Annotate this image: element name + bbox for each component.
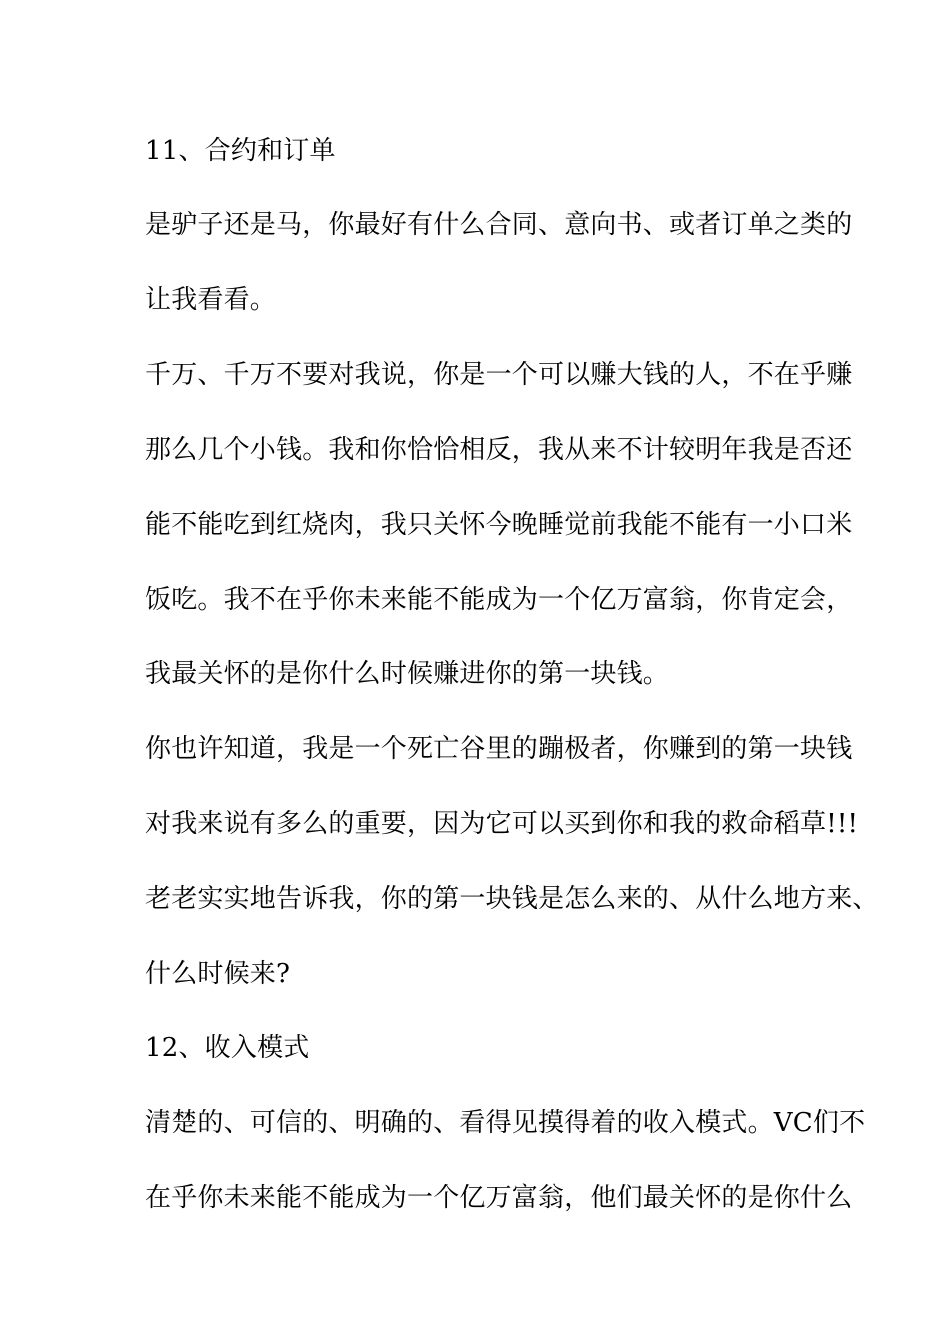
text-line: 你也许知道，我是一个死亡谷里的蹦极者，你赚到的第一块钱 <box>145 734 853 764</box>
text-line: 能不能吃到红烧肉，我只关怀今晚睡觉前我能不能有一小口米 <box>145 510 853 540</box>
section-heading: 12、收入模式 <box>145 1033 310 1063</box>
text-line: 千万、千万不要对我说，你是一个可以赚大钱的人，不在乎赚 <box>145 360 853 390</box>
text-line: 让我看看。 <box>145 285 277 315</box>
text-line: 老老实实地告诉我，你的第一块钱是怎么来的、从什么地方来、 <box>145 884 879 914</box>
text-line: 清楚的、可信的、明确的、看得见摸得着的收入模式。VC们不 <box>145 1108 866 1138</box>
text-line: 在乎你未来能不能成为一个亿万富翁，他们最关怀的是你什么 <box>145 1183 853 1213</box>
section-heading: 11、合约和订单 <box>145 136 336 166</box>
text-line: 是驴子还是马，你最好有什么合同、意向书、或者订单之类的 <box>145 210 853 240</box>
text-line: 什么时候来? <box>145 959 291 989</box>
text-line: 饭吃。我不在乎你未来能不能成为一个亿万富翁，你肯定会， <box>145 585 853 615</box>
text-line: 那么几个小钱。我和你恰恰相反，我从来不计较明年我是否还 <box>145 435 853 465</box>
text-line: 我最关怀的是你什么时候赚进你的第一块钱。 <box>145 659 670 689</box>
text-line: 对我来说有多么的重要，因为它可以买到你和我的救命稻草!!! <box>145 809 859 839</box>
